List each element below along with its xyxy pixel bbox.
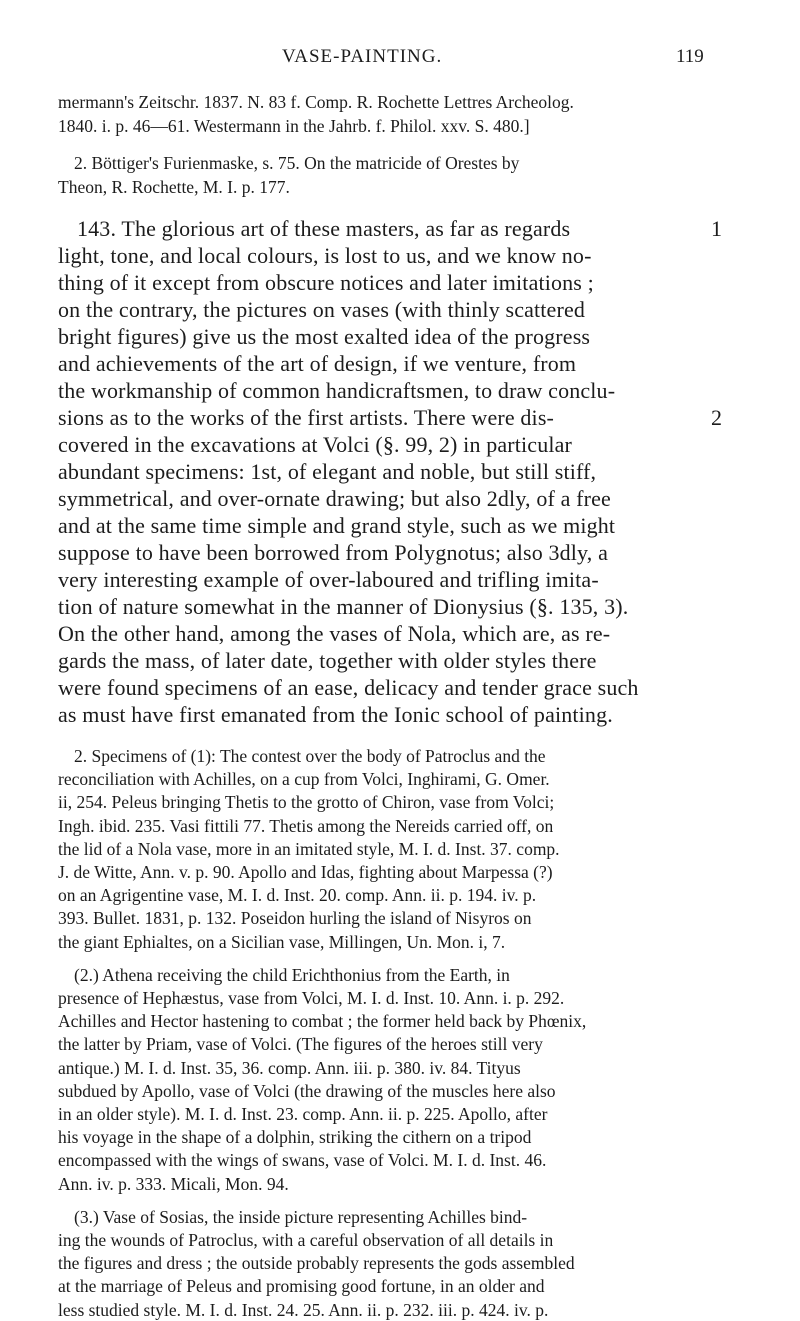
body-line: the workmanship of common handicraftsmen, to draw conclu- [58,378,616,403]
note-line: Theon, R. Rochette, M. I. p. 177. [58,177,290,197]
note-line: less studied style. M. I. d. Inst. 24. 25. Ann. ii. p. 232. iii. p. 424. iv. p. [58,1299,549,1320]
body-line: as must have first emanated from the Ionic school of painting. [58,702,613,727]
note-line: mermann's Zeitschr. 1837. N. 83 f. Comp. R. Rochette Lettres Archeolog. [58,92,574,112]
page-number: 119 [676,46,704,67]
note-line: at the marriage of Peleus and promising good fortune, in an older and [58,1276,545,1297]
body-line: and achievements of the art of design, if we venture, from [58,351,577,376]
note-line: the figures and dress ; the outside probably represents the gods assembled [58,1253,575,1274]
note-line: 2. Specimens of (1): The contest over the body of Patroclus and the [74,746,546,766]
note-line: Ingh. ibid. 235. Vasi fittili 77. Thetis among the Nereids carried off, on [58,815,554,836]
note-line: Ann. iv. p. 333. Micali, Mon. 94. [58,1173,289,1194]
note-line: the lid of a Nola vase, more in an imitated style, M. I. d. Inst. 37. comp. [58,838,560,859]
note-line: the latter by Priam, vase of Volci. (The figures of the heroes still very [58,1034,543,1055]
note-line: on an Agrigentine vase, M. I. d. Inst. 20. comp. Ann. ii. p. 194. iv. p. [58,885,537,906]
note-line: encompassed with the wings of swans, vase of Volci. M. I. d. Inst. 46. [58,1150,547,1171]
note-line: J. de Witte, Ann. v. p. 90. Apollo and Idas, fighting about Marpessa (?) [58,862,553,882]
body-line: gards the mass, of later date, together with older styles there [58,648,597,673]
body-line: sions as to the works of the first artists. There were dis- [58,405,555,430]
body-line: on the contrary, the pictures on vases (with thinly scattered [58,297,586,322]
body-line: bright figures) give us the most exalted idea of the progress [58,324,591,349]
body-line: were found specimens of an ease, delicacy and tender grace such [58,675,639,700]
note-line: Achilles and Hector hastening to combat ; the former held back by Phœnix, [58,1011,587,1032]
running-title: VASE-PAINTING. [282,46,443,67]
note-line: 2. Böttiger's Furienmaske, s. 75. On the matricide of Orestes by [74,153,520,173]
body-line: very interesting example of over-laboured and trifling imita- [58,567,599,592]
body-line: suppose to have been borrowed from Polygnotus; also 3dly, a [58,540,608,565]
body-line: thing of it except from obscure notices and later imitations ; [58,270,594,295]
body-line: abundant specimens: 1st, of elegant and noble, but still stiff, [58,459,597,484]
body-line: covered in the excavations at Volci (§. 99, 2) in particular [58,432,573,457]
note-line: presence of Hephæstus, vase from Volci, M. I. d. Inst. 10. Ann. i. p. 292. [58,988,565,1008]
note-line: (2.) Athena receiving the child Erichthonius from the Earth, in [74,964,510,985]
margin-number: 1 [711,216,722,241]
note-line: 1840. i. p. 46—61. Westermann in the Jahrb. f. Philol. xxv. S. 480.] [58,116,530,136]
page-header [0,46,800,76]
note-line: in an older style). M. I. d. Inst. 23. comp. Ann. ii. p. 225. Apollo, after [58,1104,548,1124]
note-line: his voyage in the shape of a dolphin, striking the cithern on a tripod [58,1127,532,1148]
note-line: (3.) Vase of Sosias, the inside picture representing Achilles bind- [74,1206,528,1227]
note-line: the giant Ephialtes, on a Sicilian vase, Millingen, Un. Mon. i, 7. [58,931,506,952]
note-line: 393. Bullet. 1831, p. 132. Poseidon hurling the island of Nisyros on [58,908,532,929]
margin-number: 2 [711,405,722,430]
note-line: antique.) M. I. d. Inst. 35, 36. comp. Ann. iii. p. 380. iv. 84. Tityus [58,1057,521,1078]
body-line: 143. The glorious art of these masters, as far as regards [77,216,571,241]
body-line: light, tone, and local colours, is lost to us, and we know no- [58,243,592,268]
body-line: symmetrical, and over-ornate drawing; but also 2dly, of a free [58,486,611,511]
body-line: and at the same time simple and grand style, such as we might [58,513,616,538]
note-line: ing the wounds of Patroclus, with a careful observation of all details in [58,1230,554,1250]
note-line: reconciliation with Achilles, on a cup from Volci, Inghirami, G. Omer. [58,769,550,790]
body-line: On the other hand, among the vases of Nola, which are, as re- [58,621,611,646]
note-line: ii, 254. Peleus bringing Thetis to the grotto of Chiron, vase from Volci; [58,792,555,813]
note-line: subdued by Apollo, vase of Volci (the drawing of the muscles here also [58,1080,556,1101]
body-line: tion of nature somewhat in the manner of Dionysius (§. 135, 3). [58,594,629,619]
